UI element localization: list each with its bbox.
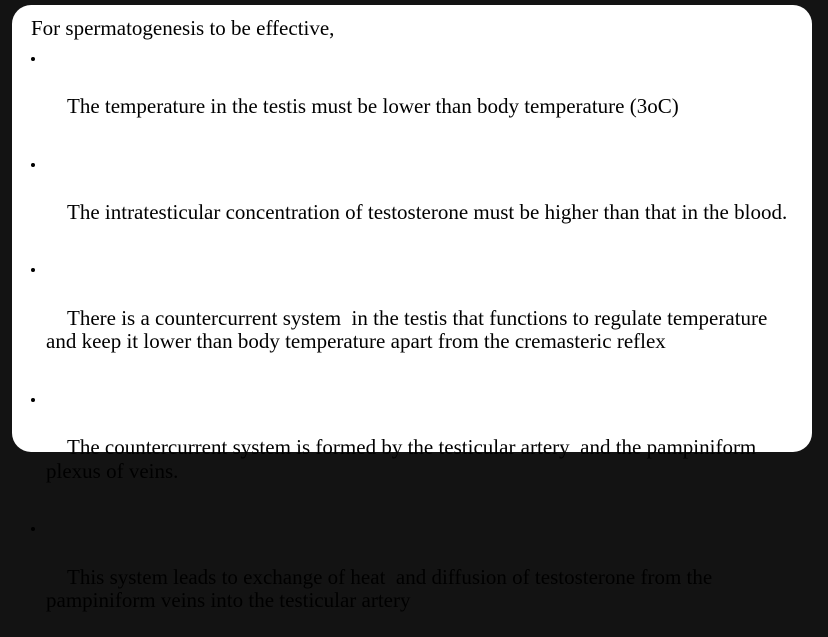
bullet-icon (31, 268, 35, 272)
bullet-text: There is a countercurrent system in the testis that functions to regulate temperature and keep it lower than body temperature apart from the cremasteric reflex (46, 305, 778, 354)
bullet-text: The temperature in the testis must be lower than body temperature (3oC) (67, 94, 679, 119)
bullet-item (31, 154, 792, 249)
slide-intro-text: For spermatogenesis to be effective, (31, 16, 335, 40)
slide-card (12, 5, 812, 613)
bullet-icon (31, 527, 35, 531)
bullet-icon (31, 398, 35, 402)
bullet-item (31, 259, 792, 378)
bullet-list (31, 48, 792, 637)
bullet-item (31, 48, 792, 143)
bullet-text: The intratesticular concentration of testosterone must be higher than that in the blood. (67, 199, 788, 224)
bullet-item (31, 518, 792, 637)
bullet-item (31, 389, 792, 508)
bullet-icon (31, 163, 35, 167)
bullet-icon (31, 57, 35, 61)
bullet-text: The countercurrent system is formed by the testicular artery and the pampiniform plexus of veins. (46, 435, 762, 483)
bullet-text: This system leads to exchange of heat and diffusion of testosterone from the pampiniform veins into the testicular artery (46, 564, 718, 613)
